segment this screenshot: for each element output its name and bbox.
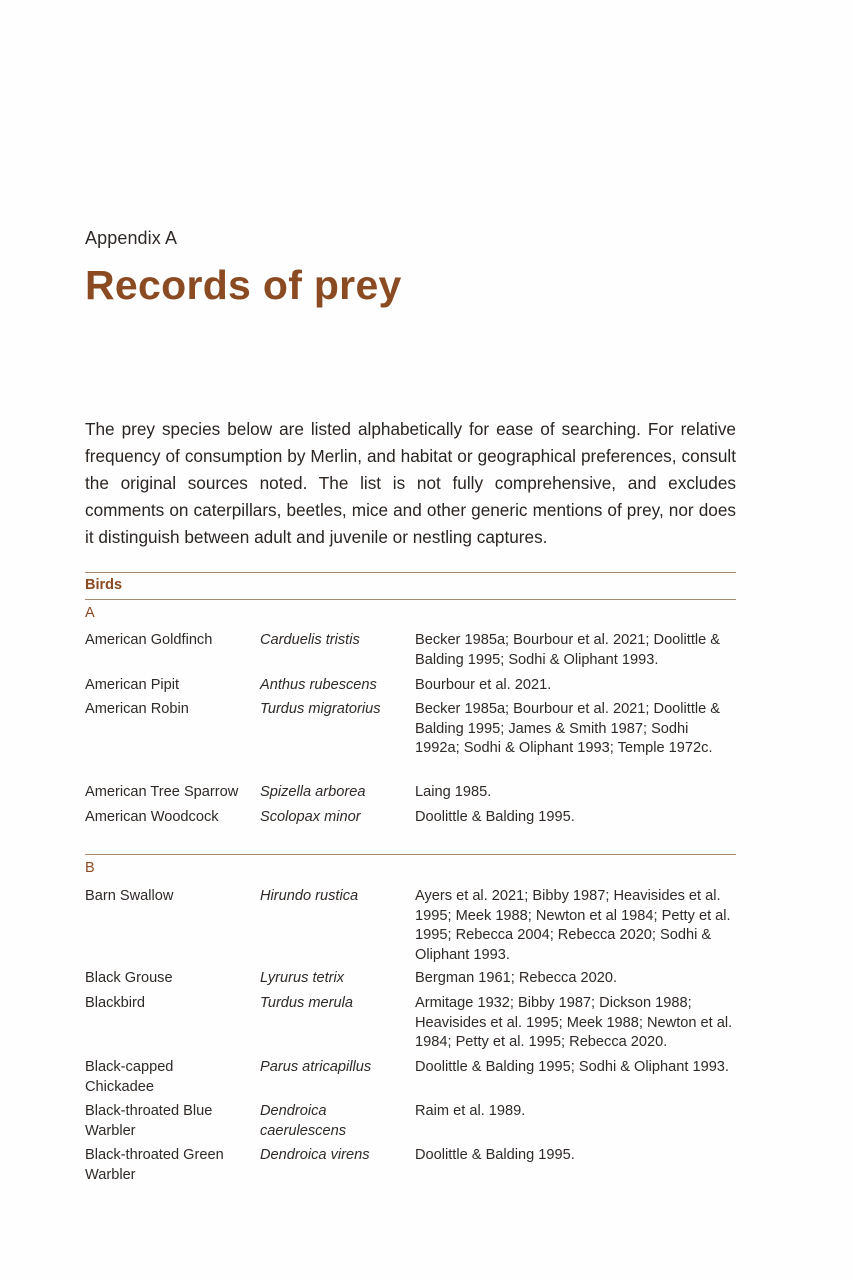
references: Doolittle & Balding 1995. (415, 809, 575, 825)
group-divider-rule (85, 854, 736, 855)
scientific-name: Scolopax minor (260, 809, 361, 825)
letter-heading-b: B (85, 860, 95, 876)
common-name: American Woodcock (85, 809, 219, 825)
common-name: Black-capped Chickadee (85, 1059, 174, 1095)
common-name: American Goldfinch (85, 632, 213, 648)
references: Laing 1985. (415, 784, 492, 800)
scientific-name: Anthus rubescens (260, 677, 377, 693)
references: Armitage 1932; Bibby 1987; Dickson 1988; Heavisides et al. 1995; Meek 1988; Newton et al. 1984; Petty et al. 1995; Rebecca 2020. (415, 995, 733, 1051)
common-name: American Robin (85, 701, 189, 717)
references: Becker 1985a; Bourbour et al. 2021; Doolittle & Balding 1995; James & Smith 1987; Sodhi 1992a; Sodhi & Oliphant 1993; Temple 1972c. (415, 701, 721, 757)
common-name: Black-throated Blue Warbler (85, 1103, 213, 1139)
references: Doolittle & Balding 1995. (415, 1147, 575, 1163)
scientific-name: Dendroica caerulescens (260, 1103, 346, 1139)
common-name: American Pipit (85, 677, 180, 693)
section-bottom-rule (85, 599, 736, 600)
scientific-name: Parus atricapillus (260, 1059, 372, 1075)
common-name: Black-throated Green Warbler (85, 1147, 224, 1183)
references: Bourbour et al. 2021. (415, 677, 552, 693)
intro-paragraph: The prey species below are listed alphabetically for ease of searching. For relative frequency of consumption by Merlin, and habitat or geographical preferences, consult the original sources noted. The list is not fully comprehensive, and excludes comments on caterpillars, beetles, mice and other generic mentions of prey, nor does it distinguish between adult and juvenile or nestling captures. (85, 419, 736, 547)
references: Raim et al. 1989. (415, 1103, 526, 1119)
references: Ayers et al. 2021; Bibby 1987; Heavisides et al. 1995; Meek 1988; Newton et al 1984; Petty et al. 1995; Rebecca 2004; Rebecca 2020; Sodhi & Oliphant 1993. (415, 888, 731, 963)
section-top-rule (85, 572, 736, 573)
references: Becker 1985a; Bourbour et al. 2021; Doolittle & Balding 1995; Sodhi & Oliphant 1993. (415, 632, 721, 668)
scientific-name: Turdus migratorius (260, 701, 381, 717)
appendix-label: Appendix A (85, 228, 178, 248)
section-heading-birds: Birds (85, 577, 123, 593)
letter-heading-a: A (85, 605, 95, 621)
common-name: American Tree Sparrow (85, 784, 239, 800)
common-name: Blackbird (85, 995, 146, 1011)
scientific-name: Lyrurus tetrix (260, 970, 345, 986)
scientific-name: Carduelis tristis (260, 632, 360, 648)
scientific-name: Dendroica virens (260, 1147, 370, 1163)
common-name: Black Grouse (85, 970, 173, 986)
scientific-name: Spizella arborea (260, 784, 366, 800)
references: Bergman 1961; Rebecca 2020. (415, 970, 618, 986)
scientific-name: Turdus merula (260, 995, 353, 1011)
scientific-name: Hirundo rustica (260, 888, 359, 904)
page-title: Records of prey (85, 262, 402, 308)
references: Doolittle & Balding 1995; Sodhi & Oliphant 1993. (415, 1059, 729, 1075)
common-name: Barn Swallow (85, 888, 174, 904)
